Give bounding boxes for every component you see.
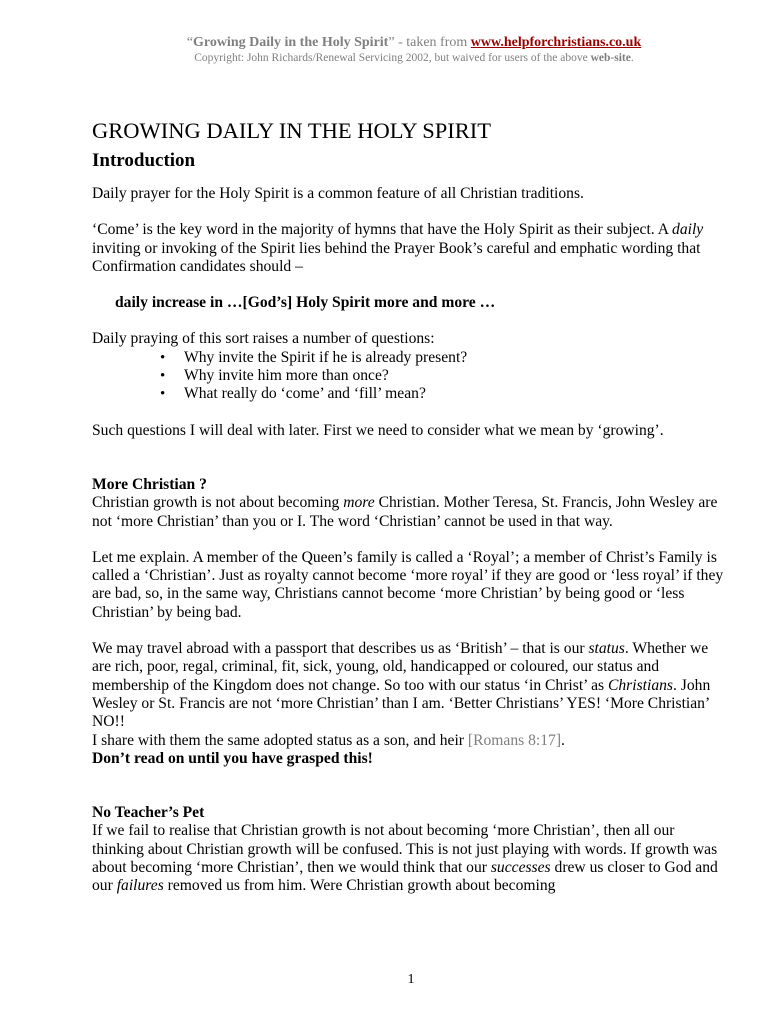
document-body — [92, 118, 728, 896]
paragraph: Such questions I will deal with later. First we need to consider what we mean by ‘growing’. — [92, 421, 664, 439]
website-link[interactable]: www.helpforchristians.co.uk — [470, 35, 642, 50]
header-source-line: “Growing Daily in the Holy Spirit” - taken from www.helpforchristians.co.uk — [186, 35, 642, 50]
page-header — [0, 34, 768, 65]
paragraph: Daily praying of this sort raises a number of questions: — [92, 330, 435, 348]
paragraph: Let me explain. A member of the Queen’s family is called a ‘Royal’; a member of Christ’s Family is called a ‘Christian’. Just as royalty cannot become ‘more royal’ if they are good or ‘less royal’ if they are bad, so, in the same way, Christians cannot become ‘more Christian’ by being good or ‘less Christian’ by being bad. — [92, 548, 724, 621]
scripture-reference: [Romans 8:17] — [467, 731, 562, 749]
paragraph: If we fail to realise that Christian growth is not about becoming ‘more Christian’, then all our thinking about Christian growth will be confused. This is not just playing with words. If growth was about becoming ‘more Christian’, then we would think that our successes drew us closer to God and our failures removed us from him. Were Christian growth about becoming — [92, 822, 718, 895]
paragraph: We may travel abroad with a passport that describes us as ‘British’ – that is our status. Whether we are rich, poor, regal, criminal, fit, sick, young, old, handicapped or coloured, our status and membership of the Kingdom does not change. So too with our status ‘in Christ’ as Christians. John Wesley or St. Francis are not ‘more Christian’ than I am. ‘Better Christians’ YES! ‘More Christian’ NO!! — [92, 640, 711, 731]
paragraph: Christian growth is not about becoming more Christian. Mother Teresa, St. Francis, John Wesley are not ‘more Christian’ than you or I. The word ‘Christian’ cannot be used in that way. — [92, 494, 718, 530]
paragraph: ‘Come’ is the key word in the majority of hymns that have the Holy Spirit as their subject. A daily inviting or invoking of the Spirit lies behind the Prayer Book’s careful and emphatic wording that Confirmation candidates should – — [92, 221, 704, 275]
prayer-book-quote: daily increase in …[God’s] Holy Spirit more and more … — [115, 294, 496, 312]
paragraph: I share with them the same adopted status as a son, and heir [Romans 8:17]. — [92, 731, 565, 749]
document-title: GROWING DAILY IN THE HOLY SPIRIT — [92, 118, 491, 143]
questions-list — [92, 349, 728, 404]
section-heading-introduction: Introduction — [92, 150, 196, 171]
header-title: Growing Daily in the Holy Spirit — [192, 35, 389, 50]
emphasis-line: Don’t read on until you have grasped this! — [92, 749, 373, 767]
paragraph: Daily prayer for the Holy Spirit is a common feature of all Christian traditions. — [92, 185, 584, 202]
section-heading-teachers-pet: No Teacher’s Pet — [92, 804, 205, 822]
list-item: • Why invite the Spirit if he is already present? — [184, 349, 728, 367]
list-item: • What really do ‘come’ and ‘fill’ mean? — [184, 385, 728, 403]
header-copyright: Copyright: John Richards/Renewal Servicing 2002, but waived for users of the above web-site. — [194, 52, 634, 64]
section-heading-more-christian: More Christian ? — [92, 475, 207, 493]
list-item: • Why invite him more than once? — [184, 367, 728, 385]
page-number: 1 — [407, 972, 415, 987]
